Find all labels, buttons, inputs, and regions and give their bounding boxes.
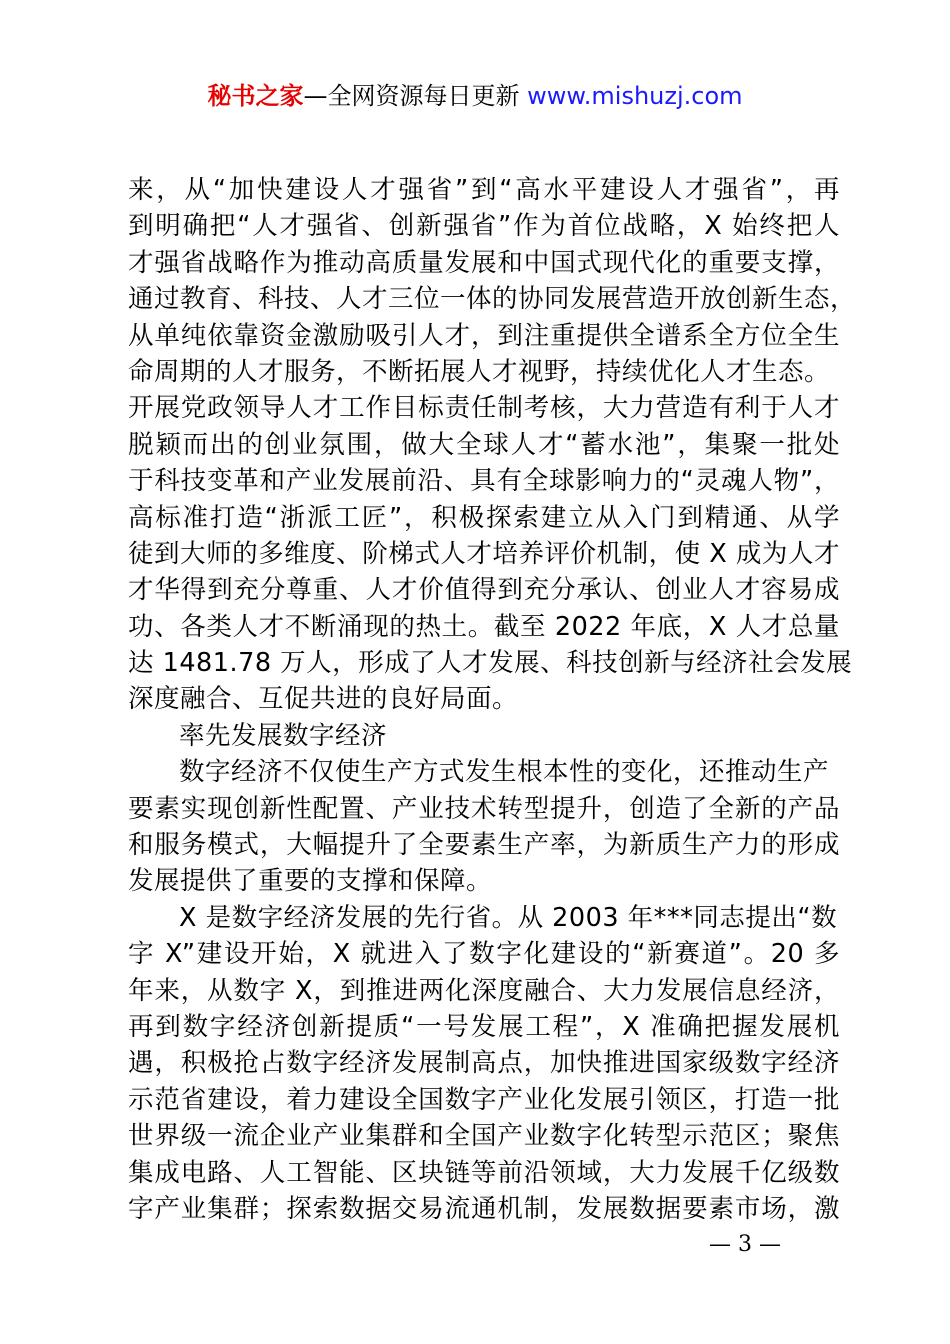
text-line: 示范省建设，着力建设全国数字产业化发展引领区，打造一批 xyxy=(128,1084,840,1115)
page-number: — 3 — xyxy=(709,1232,781,1257)
text-line: 再到数字经济创新提质“一号发展工程”，X 准确把握发展机 xyxy=(128,1011,840,1042)
text-line: X 是数字经济发展的先行省。从 2003 年***同志提出“数 xyxy=(179,902,838,933)
text-line: 字产业集群；探索数据交易流通机制，发展数据要素市场，激 xyxy=(128,1193,840,1224)
text-line: 发展提供了重要的支撑和保障。 xyxy=(128,866,493,897)
text-line: 命周期的人才服务，不断拓展人才视野，持续优化人才生态。 xyxy=(128,356,831,387)
site-header xyxy=(0,80,950,112)
text-line: 遇，积极抢占数字经济发展制高点，加快推进国家级数字经济 xyxy=(128,1048,840,1079)
text-line: 来，从“加快建设人才强省”到“高水平建设人才强省”，再 xyxy=(128,175,840,205)
text-line: 达 1481.78 万人，形成了人才发展、科技创新与经济社会发展 xyxy=(128,648,853,679)
site-url-link[interactable]: www.mishuzj.com xyxy=(527,82,743,110)
text-line: 字 X”建设开始，X 就进入了数字化建设的“新赛道”。20 多 xyxy=(128,939,840,970)
text-line: 深度融合、互促共进的良好局面。 xyxy=(128,684,519,715)
text-line: 年来，从数字 X，到推进两化深度融合、大力发展信息经济， xyxy=(128,975,840,1006)
text-line: 徒到大师的多维度、阶梯式人才培养评价机制，使 X 成为人才 xyxy=(128,538,840,569)
text-line: 和服务模式，大幅提升了全要素生产率，为新质生产力的形成 xyxy=(128,830,840,861)
text-line: 通过教育、科技、人才三位一体的协同发展营造开放创新生态， xyxy=(128,284,857,315)
header-tagline: —全网资源每日更新 xyxy=(303,82,520,110)
text-line: 才强省战略作为推动高质量发展和中国式现代化的重要支撑， xyxy=(128,247,840,278)
text-line: 要素实现创新性配置、产业技术转型提升，创造了全新的产品 xyxy=(128,793,840,824)
text-line: 高标准打造“浙派工匠”，积极探索建立从入门到精通、从学 xyxy=(128,502,840,533)
text-line: 脱颖而出的创业氛围，做大全球人才“蓄水池”，集聚一批处 xyxy=(128,429,840,460)
text-line: 世界级一流企业产业集群和全国产业数字化转型示范区；聚焦 xyxy=(128,1121,840,1152)
text-line: 开展党政领导人才工作目标责任制考核，大力营造有利于人才 xyxy=(128,393,840,424)
text-line: 数字经济不仅使生产方式发生根本性的变化，还推动生产 xyxy=(179,757,830,788)
section-heading: 率先发展数字经济 xyxy=(179,720,388,751)
text-line: 于科技变革和产业发展前沿、具有全球影响力的“灵魂人物”， xyxy=(128,466,840,497)
brand-name: 秘书之家 xyxy=(207,82,304,110)
text-line: 到明确把“人才强省、创新强省”作为首位战略，X 始终把人 xyxy=(128,211,840,242)
text-line: 集成电路、人工智能、区块链等前沿领域，大力发展千亿级数 xyxy=(128,1157,840,1188)
text-line: 从单纯依靠资金激励吸引人才，到注重提供全谱系全方位全生 xyxy=(128,320,840,351)
text-line: 才华得到充分尊重、人才价值得到充分承认、创业人才容易成 xyxy=(128,575,840,606)
document-body xyxy=(128,172,857,1227)
text-line: 功、各类人才不断涌现的热土。截至 2022 年底，X 人才总量 xyxy=(128,611,840,642)
